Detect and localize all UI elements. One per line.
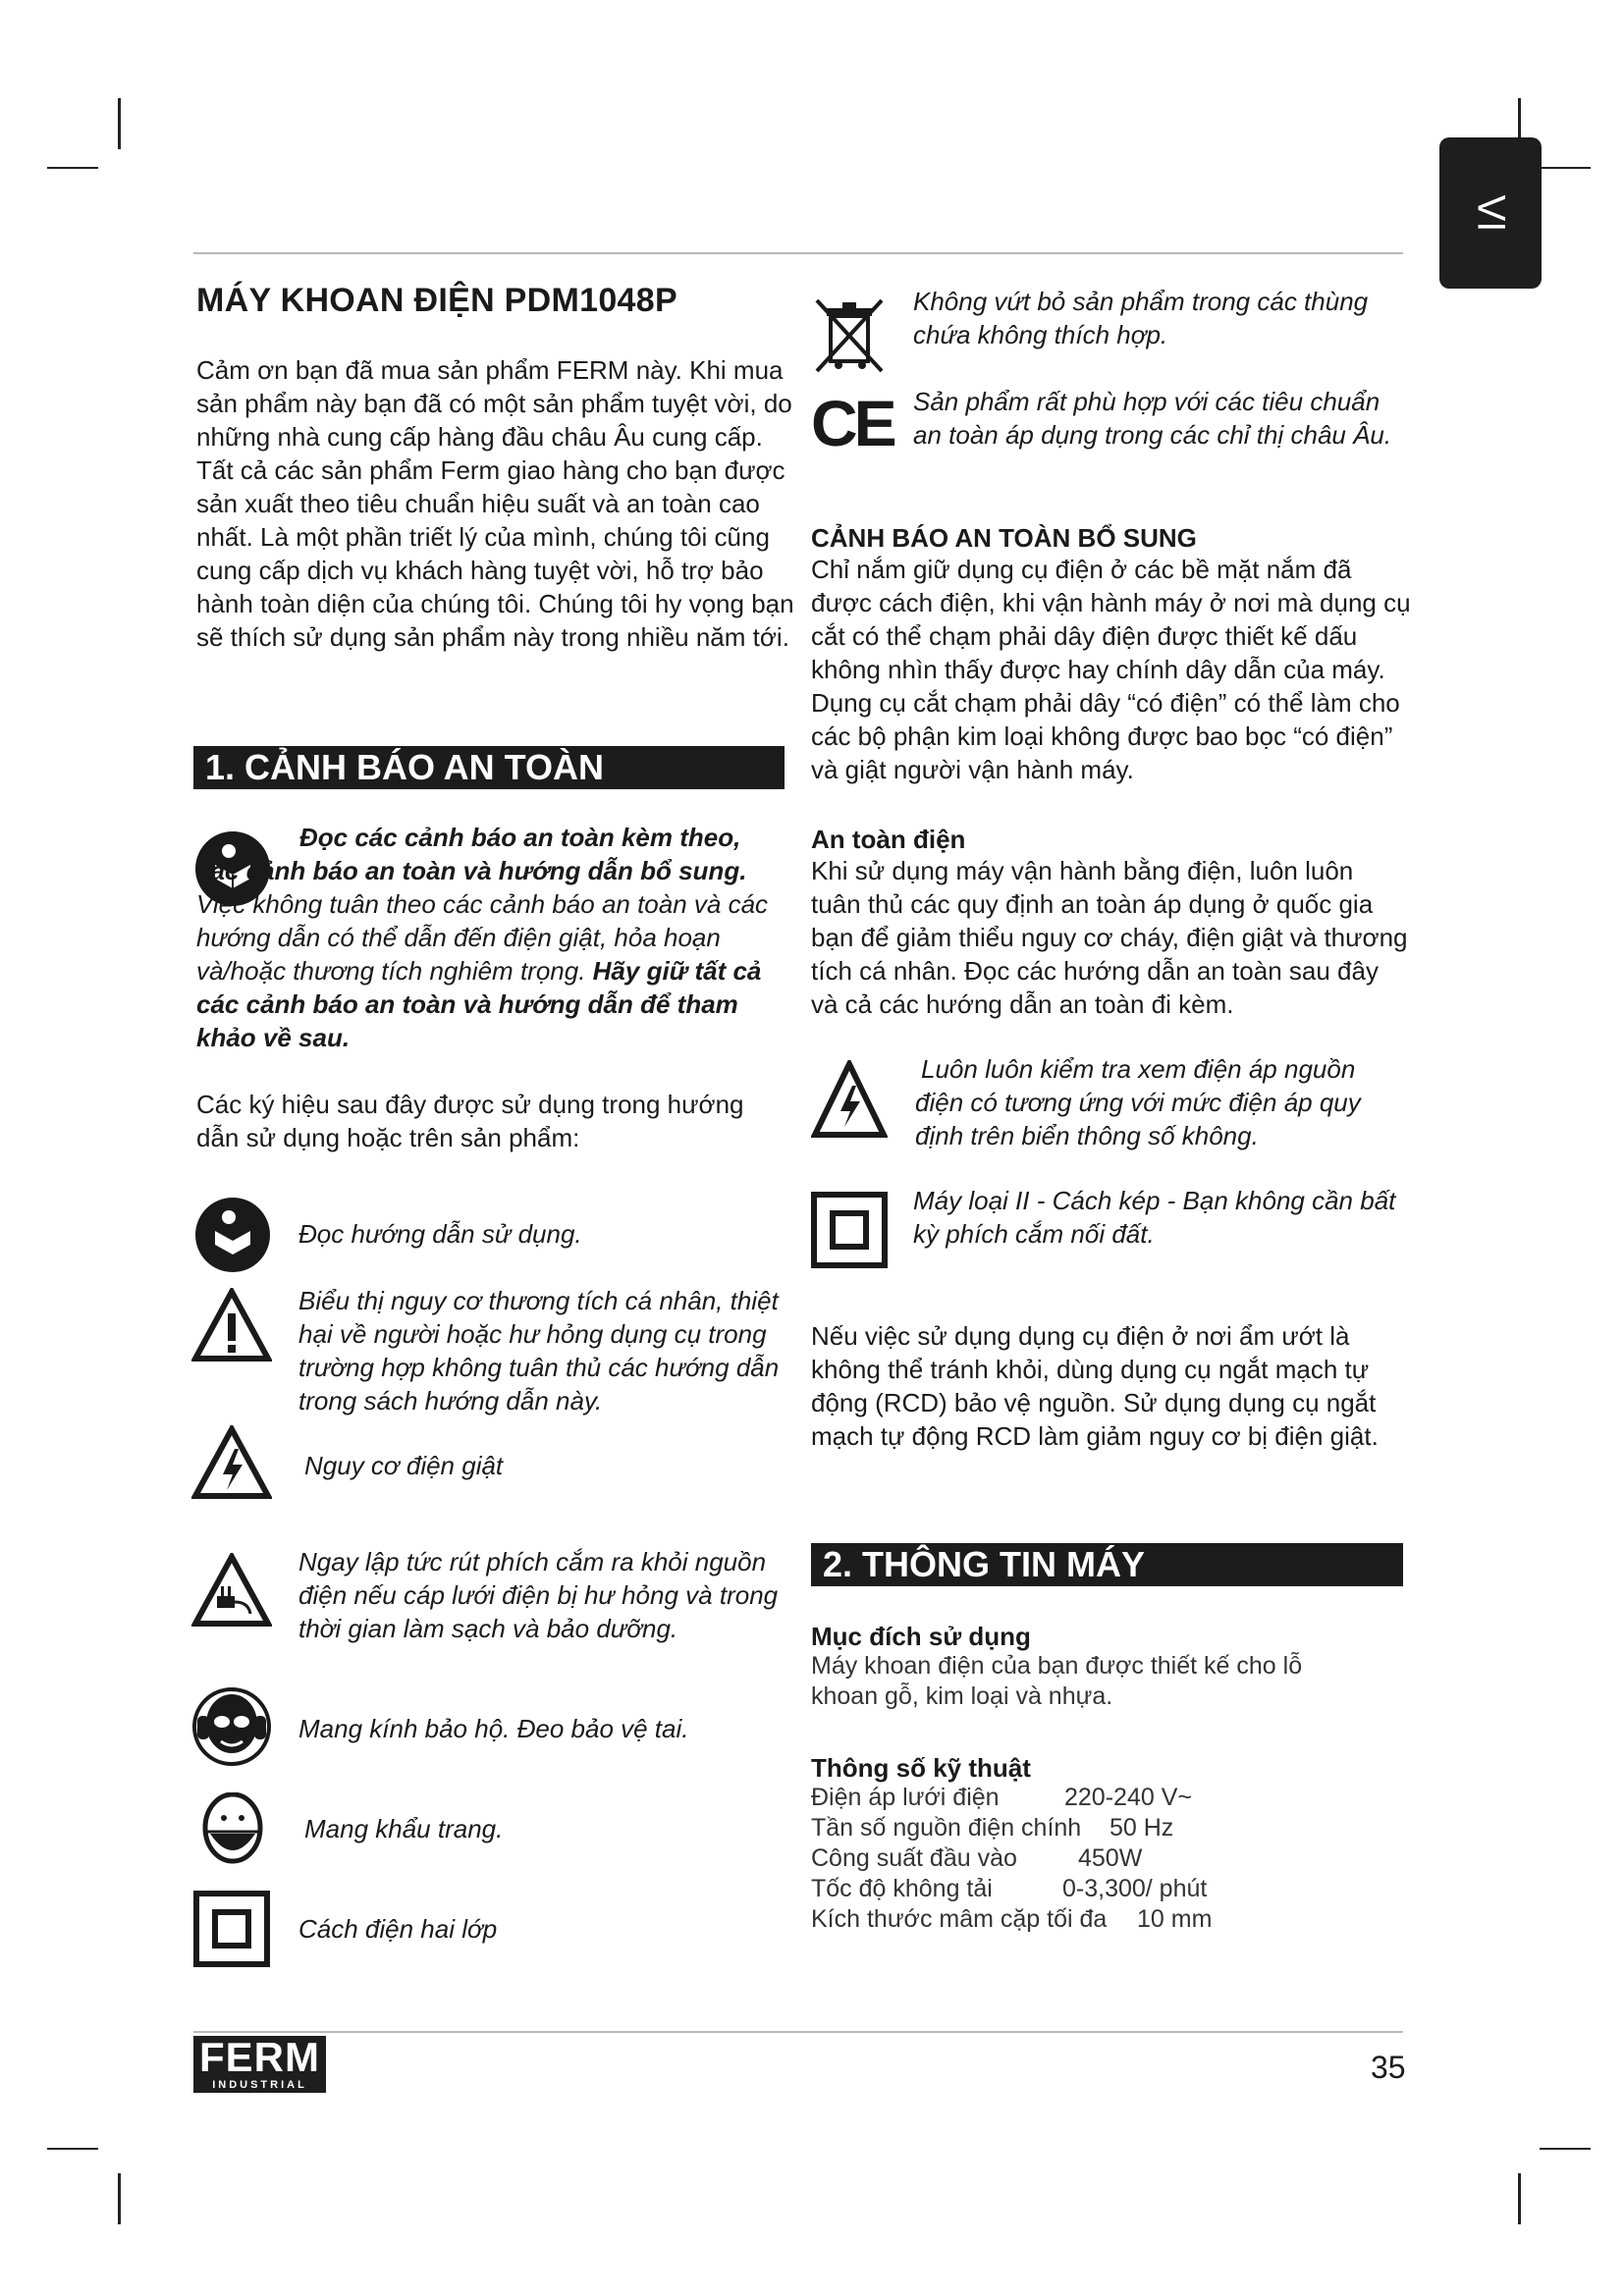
page-number: 35 [1371,2050,1406,2085]
header-rule [193,252,1403,254]
bin-symbol-text: Không vứt bỏ sản phẩm trong các thùng chứa không thích hợp. [913,287,1369,349]
safety-warning-text [196,821,785,1054]
brand-name: FERM [199,2034,320,2080]
language-tab: VI [1439,137,1542,289]
crop-mark [47,167,98,169]
symbol-text: Cách điện hai lớp [298,1914,498,1944]
double-insulation-icon [811,1192,888,1268]
spec-row [811,1843,1400,1874]
purpose-heading: Mục đích sử dụng [811,1622,1031,1651]
crop-mark [1540,167,1591,169]
unplug-icon [191,1553,272,1628]
spec-label: Điện áp lưới điện [811,1784,1000,1811]
warning-bold-1: Đọc các cảnh báo an toàn kèm theo, các cảnh báo an toàn và hướng dẫn bổ sung. [196,823,747,885]
class2-text: Máy loại II - Cách kép - Bạn không cần bất kỳ phích cắm nối đất. [913,1186,1396,1249]
symbol-text: Nguy cơ điện giật [304,1451,504,1480]
rcd-text: Nếu việc sử dụng dụng cụ điện ở nơi ẩm ướt là không thể tránh khỏi, dùng dụng cụ ngắt mạch tự động (RCD) bảo vệ nguồn. Sử dụng dụng cụ ngắt mạch tự động RCD làm giảm nguy cơ bị điện giật. [811,1321,1379,1451]
spec-row [811,1904,1400,1935]
spec-label: Tốc độ không tải [811,1875,993,1902]
ce-symbol-text: Sản phẩm rất phù hợp với các tiêu chuẩn an toàn áp dụng trong các chỉ thị châu Âu. [913,387,1392,450]
purpose-text: Máy khoan điện của bạn được thiết kế cho lỗ khoan gỗ, kim loại và nhựa. [811,1652,1303,1710]
crop-mark [118,2173,121,2224]
electric-shock-icon [191,1425,272,1500]
electric-safety-text: Khi sử dụng máy vận hành bằng điện, luôn luôn tuân thủ các quy định an toàn áp dụng ở quốc gia bạn để giảm thiểu nguy cơ cháy, điện giật và thương tích cá nhân. Đọc các hướng dẫn an toàn sau đây và cả các hướng dẫn an toàn đi kèm. [811,856,1408,1019]
intro-paragraph: Cảm ơn bạn đã mua sản phẩm FERM này. Khi mua sản phẩm này bạn đã có một sản phẩm tuyệt vời, do những nhà cung cấp hàng đầu châu Âu cung cấp. Tất cả các sản phẩm Ferm giao hàng cho bạn được sản xuất theo tiêu chuẩn hiệu suất và an toàn cao nhất. Là một phần triết lý của mình, chúng tôi cũng cung cấp dịch vụ khách hàng tuyệt vời, hỗ trợ bảo hành toàn diện của chúng tôi. Chúng tôi hy vọng bạn sẽ thích sử dụng sản phẩm này trong nhiều năm tới. [196,355,794,652]
footer-rule [193,2031,1403,2033]
spec-table [811,1783,1400,1935]
symbol-text: Đọc hướng dẫn sử dụng. [298,1219,582,1249]
voltage-check-text: Luôn luôn kiểm tra xem điện áp nguồn điện có tương ứng với mức điện áp quy định trên biển thông số không. [915,1054,1361,1150]
spec-value: 0-3,300/ phút [1062,1875,1208,1902]
crop-mark [118,98,121,149]
warning-triangle-icon [191,1288,272,1362]
spec-row [811,1783,1400,1813]
electric-safety-heading: An toàn điện [811,825,966,854]
spec-label: Tần số nguồn điện chính [811,1814,1082,1842]
read-manual-icon [193,1196,272,1274]
symbols-intro: Các ký hiệu sau đây được sử dụng trong hướng dẫn sử dụng hoặc trên sản phẩm: [196,1090,744,1152]
warning-text: Việc không tuân theo các cảnh báo an toàn và các hướng dẫn có thể dẫn đến điện giật, hỏa hoạn và/hoặc thương tích nghiêm trọng. [196,889,769,986]
double-insulation-icon [193,1891,270,1967]
crossed-bin-icon [811,294,888,375]
section-heading-safety: 1. CẢNH BÁO AN TOÀN [193,746,785,789]
spec-value: 10 mm [1137,1905,1213,1933]
spec-label: Công suất đầu vào [811,1844,1017,1872]
symbol-text: Mang khẩu trang. [304,1814,504,1843]
spec-value: 50 Hz [1110,1814,1174,1842]
electric-shock-icon [811,1060,888,1141]
crop-mark [47,2148,98,2150]
ce-mark-icon: CE [811,387,893,459]
additional-warnings-heading: CẢNH BÁO AN TOÀN BỔ SUNG [811,523,1197,553]
spec-value: 220-240 V~ [1064,1784,1192,1811]
symbol-text: Ngay lập tức rút phích cắm ra khỏi nguồn điện nếu cáp lưới điện bị hư hỏng và trong thời gian làm sạch và bảo dưỡng. [298,1547,779,1643]
page-title: MÁY KHOAN ĐIỆN PDM1048P [196,282,677,319]
spec-value: 450W [1078,1844,1143,1872]
additional-warnings-text: Chỉ nắm giữ dụng cụ điện ở các bề mặt nắm đã được cách điện, khi vận hành máy ở nơi mà dụng cụ cắt có thể chạm phải dây điện được thiết kế dấu không nhìn thấy được hay chính dây dẫn của máy. Dụng cụ cắt chạm phải dây “có điện” có thể làm cho các bộ phận kim loại không được bao bọc “có điện” và giật người vận hành máy. [811,555,1411,784]
crop-mark [1540,2148,1591,2150]
ferm-logo [193,2036,326,2093]
brand-sub: INDUSTRIAL [212,2079,307,2091]
goggles-earmuffs-icon [191,1686,272,1767]
symbol-text: Mang kính bảo hộ. Đeo bảo vệ tai. [298,1714,689,1743]
spec-heading: Thông số kỹ thuật [811,1753,1031,1783]
symbol-text: Biểu thị nguy cơ thương tích cá nhân, thiệt hại về người hoặc hư hỏng dụng cụ trong trường hợp không tuân thủ các hướng dẫn trong sách hướng dẫn này. [298,1286,780,1415]
spec-row [811,1874,1400,1904]
dust-mask-icon [196,1792,269,1869]
crop-mark [1518,2173,1521,2224]
section-heading-machine-info: 2. THÔNG TIN MÁY [811,1543,1403,1586]
spec-label: Kích thước mâm cặp tối đa [811,1905,1108,1933]
warning-bold-2: Hãy giữ tất cả các cảnh báo an toàn và hướng dẫn để tham khảo về sau. [196,956,762,1052]
spec-row [811,1813,1400,1843]
